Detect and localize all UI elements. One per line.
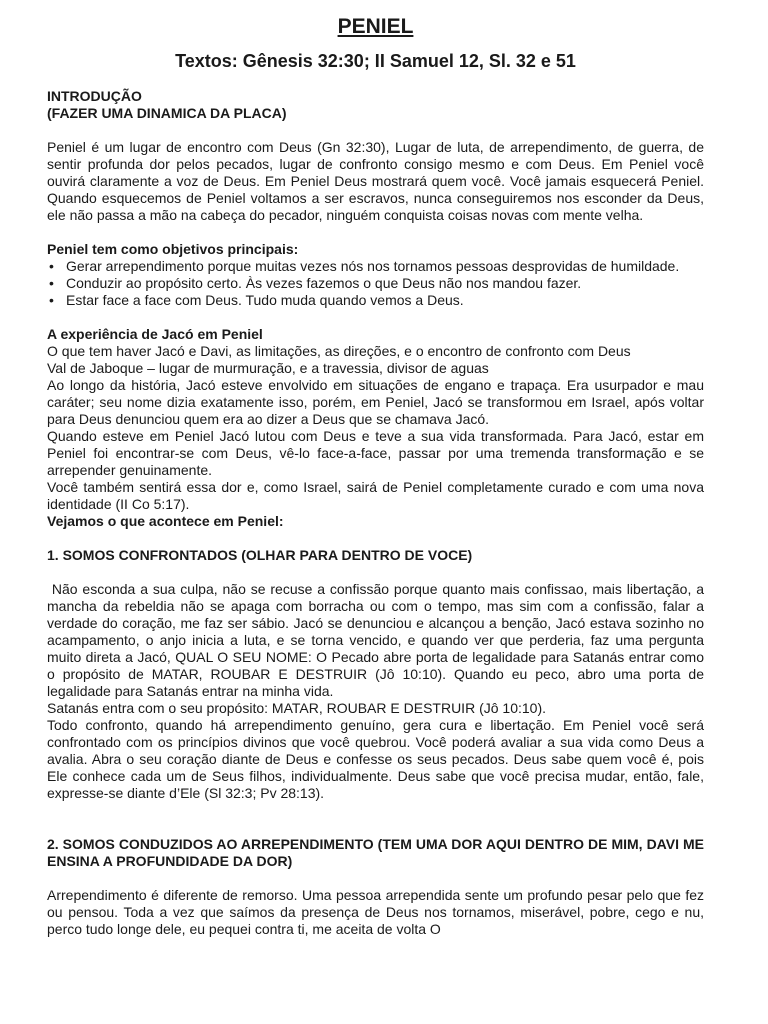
section-1-paragraph-3: Todo confronto, quando há arrependimento genuíno, gera cura e libertação. Em Peniel você será confrontado com os princípios divinos que você quebrou. Você poderá avaliar a sua vida como Deus a avalia. Abra o seu coração diante de Deus e confesse os seus pecados. Deus sabe quem você é, pois Ele conhece cada um de Seus filhos, individualmente. Deus sabe que você precisa mudar, então, fale, expresse-se diante d’Ele (Sl 32:3; Pv 28:13). [47, 717, 704, 801]
intro-heading: INTRODUÇÃO [47, 88, 142, 104]
objectives-heading: Peniel tem como objetivos principais: [47, 241, 299, 257]
jacob-line-2: Val de Jaboque – lugar de murmuração, e a travessia, divisor de aguas [47, 360, 489, 376]
list-item: • Estar face a face com Deus. Tudo muda quando vemos a Deus. [47, 292, 704, 309]
section-1-paragraph-1: Não esconda a sua culpa, não se recuse a confissão porque quanto mais confissao, mais libertação, a mancha da rebeldia não se apaga com borracha ou com o tempo, mas sim com a confissão, falar a verdade do coração, me faz ser sábio. Jacó se denunciou e alcançou a benção, Jacó estava sozinho no acampamento, o anjo inicia a luta, e se torna vencido, e quando ver que perderia, faz uma pergunta muito direta a Jacó, QUAL O SEU NOME: O Pecado abre porta de legalidade para Satanás entrar como o propósito de MATAR, ROUBAR E DESTRUIR (Jô 10:10). Quando eu peco, abro uma porta de legalidade para Satanás entrar na minha vida. [47, 581, 708, 699]
jacob-section [47, 326, 704, 530]
document-title: PENIEL [337, 15, 414, 38]
list-item: • Conduzir ao propósito certo. Às vezes fazemos o que Deus não nos mandou fazer. [47, 275, 704, 292]
document-page [47, 14, 708, 938]
intro-section [47, 88, 704, 224]
intro-subheading: (FAZER UMA DINAMICA DA PLACA) [47, 105, 287, 121]
section-2-paragraph-1: Arrependimento é diferente de remorso. Uma pessoa arrependida sente um profundo pesar pelo que fez ou pensou. Toda a vez que saímos da presença de Deus nos tornamos, miserável, pobre, cego e nu, perco tudo longe dele, eu pequei contra ti, me aceita de volta O [47, 887, 704, 937]
list-item: • Gerar arrependimento porque muitas vezes nós nos tornamos pessoas desprovidas de humildade. [47, 258, 704, 275]
document-subtitle: Textos: Gênesis 32:30; II Samuel 12, Sl. 32 e 51 [175, 51, 576, 71]
objectives-section [47, 241, 704, 309]
section-1-heading: 1. SOMOS CONFRONTADOS (OLHAR PARA DENTRO DE VOCE) [47, 547, 473, 563]
objectives-list [47, 258, 704, 309]
jacob-closing: Vejamos o que acontece em Peniel: [47, 513, 284, 529]
jacob-paragraph-2: Quando esteve em Peniel Jacó lutou com Deus e teve a sua vida transformada. Para Jacó, estar em Peniel foi encontrar-se com Deus, vê-lo face-a-face, passar por uma tremenda transformação e se arrepender genuinamente. [47, 428, 704, 478]
jacob-line-1: O que tem haver Jacó e Davi, as limitações, as direções, e o encontro de confronto com Deus [47, 343, 631, 359]
section-2 [47, 836, 704, 938]
jacob-paragraph-1: Ao longo da história, Jacó esteve envolvido em situações de engano e trapaça. Era usurpador e mau caráter; seu nome dizia exatamente isso, porém, em Peniel, Jacó se transformou em Israel, após voltar para Deus denunciou quem era ao dizer a Deus que se chamava Jacó. [47, 377, 704, 427]
jacob-heading: A experiência de Jacó em Peniel [47, 326, 263, 342]
intro-paragraph: Peniel é um lugar de encontro com Deus (Gn 32:30), Lugar de luta, de arrependimento, de guerra, de sentir profunda dor pelos pecados, lugar de confronto consigo mesmo e com Deus. Em Peniel você ouvirá claramente a voz de Deus. Em Peniel Deus mostrará quem você. Você jamais esquecerá Peniel. Quando esquecemos de Peniel voltamos a ser escravos, nunca conseguiremos nos esconder da Deus, ele não passa a mão na cabeça do pecador, ninguém conquista coisas novas com mente velha. [47, 139, 704, 223]
section-2-heading: 2. SOMOS CONDUZIDOS AO ARREPENDIMENTO (TEM UMA DOR AQUI DENTRO DE MIM, DAVI ME ENSINA A PROFUNDIDADE DA DOR) [47, 836, 704, 869]
section-1 [47, 547, 708, 802]
jacob-paragraph-3: Você também sentirá essa dor e, como Israel, sairá de Peniel completamente curado e com uma nova identidade (II Co 5:17). [47, 479, 704, 512]
section-1-paragraph-2: Satanás entra com o seu propósito: MATAR, ROUBAR E DESTRUIR (Jô 10:10). [47, 700, 546, 716]
